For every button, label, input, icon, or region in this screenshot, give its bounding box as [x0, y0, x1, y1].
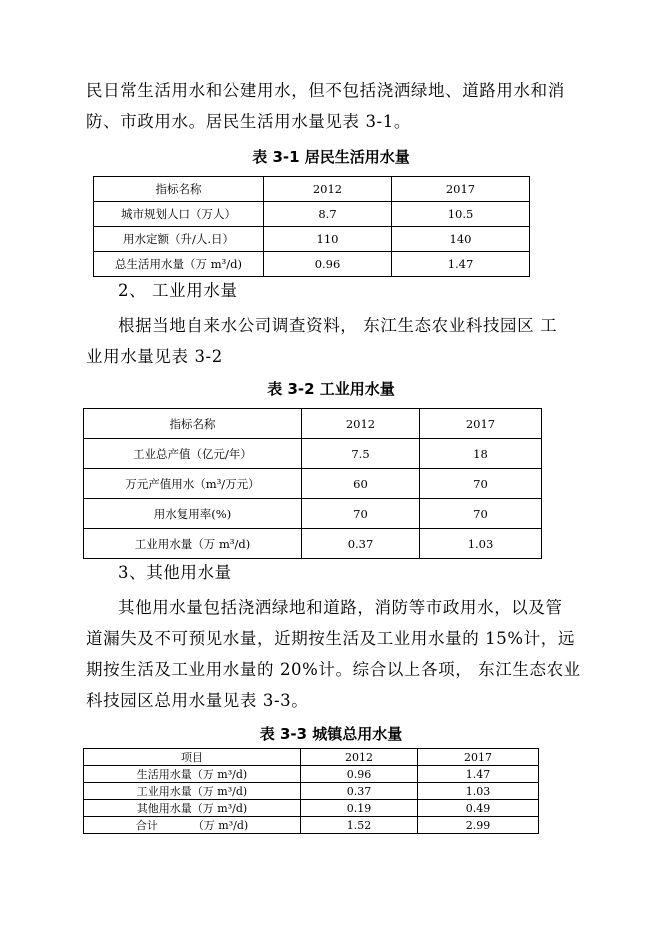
- table-cell: 140: [392, 227, 530, 252]
- table-2-industrial-water: [83, 408, 542, 559]
- table-cell: 0.96: [264, 252, 392, 277]
- table-2-caption: 表 3-2 工业用水量: [267, 380, 395, 398]
- table-cell: 生活用水量（万 m³/d): [84, 766, 301, 783]
- table-cell: 18: [420, 439, 542, 469]
- table-cell: 工业用水量（万 m³/d): [84, 529, 302, 559]
- paragraph-1-line-2: 防、市政用水。居民生活用水量见表 3-1。: [86, 112, 411, 131]
- table-row: [84, 766, 539, 783]
- table-cell: 60: [302, 469, 420, 499]
- header-cell: 2012: [302, 409, 420, 439]
- table-row: [84, 817, 539, 834]
- table-cell: 70: [302, 499, 420, 529]
- table-row: [84, 529, 542, 559]
- header-cell: 2017: [418, 749, 539, 766]
- table-row: [84, 469, 542, 499]
- paragraph-3-line-1: 其他用水量包括浇洒绿地和道路，消防等市政用水，以及管: [118, 598, 563, 617]
- table-cell: 1.47: [418, 766, 539, 783]
- table-cell: 0.37: [302, 529, 420, 559]
- table-row: [94, 252, 530, 277]
- table-cell: 8.7: [264, 202, 392, 227]
- table-cell: 0.49: [418, 800, 539, 817]
- table-cell: 70: [420, 469, 542, 499]
- table-cell: 用水复用率(%): [84, 499, 302, 529]
- header-cell: 项目: [84, 749, 301, 766]
- table-row: [84, 783, 539, 800]
- table-cell: 总生活用水量（万 m³/d): [94, 252, 264, 277]
- table-cell: 1.03: [418, 783, 539, 800]
- table-cell: 0.96: [301, 766, 418, 783]
- table-cell: 1.52: [301, 817, 418, 834]
- table-cell: 2.99: [418, 817, 539, 834]
- header-cell: 2017: [392, 177, 530, 202]
- table-row: [84, 439, 542, 469]
- table-row: [84, 800, 539, 817]
- table-cell: 1.03: [420, 529, 542, 559]
- paragraph-2-line-1: 根据当地自来水公司调查资料， 东江生态农业科技园区 工: [118, 316, 558, 335]
- paragraph-3-line-2: 道漏失及不可预见水量，近期按生活及工业用水量的 15%计，远: [86, 629, 575, 648]
- header-cell: 指标名称: [84, 409, 302, 439]
- section-3-heading: 3、其他用水量: [118, 563, 232, 582]
- table-cell: 用水定额（升/人.日）: [94, 227, 264, 252]
- header-cell: 2017: [420, 409, 542, 439]
- table-header-row: [94, 177, 530, 202]
- paragraph-3-line-3: 期按生活及工业用水量的 20%计。综合以上各项， 东江生态农业: [86, 660, 581, 679]
- header-cell: 2012: [264, 177, 392, 202]
- table-cell: 0.19: [301, 800, 418, 817]
- table-cell: 工业总产值（亿元/年）: [84, 439, 302, 469]
- table-header-row: [84, 749, 539, 766]
- header-cell: 2012: [301, 749, 418, 766]
- section-2-heading: 2、 工业用水量: [118, 281, 238, 300]
- paragraph-2-line-2: 业用水量见表 3-2: [86, 347, 223, 366]
- table-cell: 70: [420, 499, 542, 529]
- table-3-caption: 表 3-3 城镇总用水量: [259, 725, 403, 743]
- table-row: [84, 499, 542, 529]
- table-row: [94, 227, 530, 252]
- table-cell: 110: [264, 227, 392, 252]
- table-cell: 10.5: [392, 202, 530, 227]
- table-cell: 万元产值用水（m³/万元）: [84, 469, 302, 499]
- paragraph-1-line-1: 民日常生活用水和公建用水，但不包括浇洒绿地、道路用水和消: [86, 81, 565, 100]
- table-cell: 合计 （万 m³/d): [84, 817, 301, 834]
- table-cell: 工业用水量（万 m³/d): [84, 783, 301, 800]
- table-1-residential-water: [93, 176, 530, 277]
- header-cell: 指标名称: [94, 177, 264, 202]
- table-cell: 0.37: [301, 783, 418, 800]
- paragraph-3-line-4: 科技园区总用水量见表 3-3。: [86, 691, 309, 710]
- table-3-total-water: [83, 748, 539, 834]
- table-row: [94, 202, 530, 227]
- table-cell: 城市规划人口（万人）: [94, 202, 264, 227]
- table-1-caption: 表 3-1 居民生活用水量: [252, 148, 410, 166]
- table-cell: 1.47: [392, 252, 530, 277]
- table-cell: 其他用水量（万 m³/d): [84, 800, 301, 817]
- table-header-row: [84, 409, 542, 439]
- table-cell: 7.5: [302, 439, 420, 469]
